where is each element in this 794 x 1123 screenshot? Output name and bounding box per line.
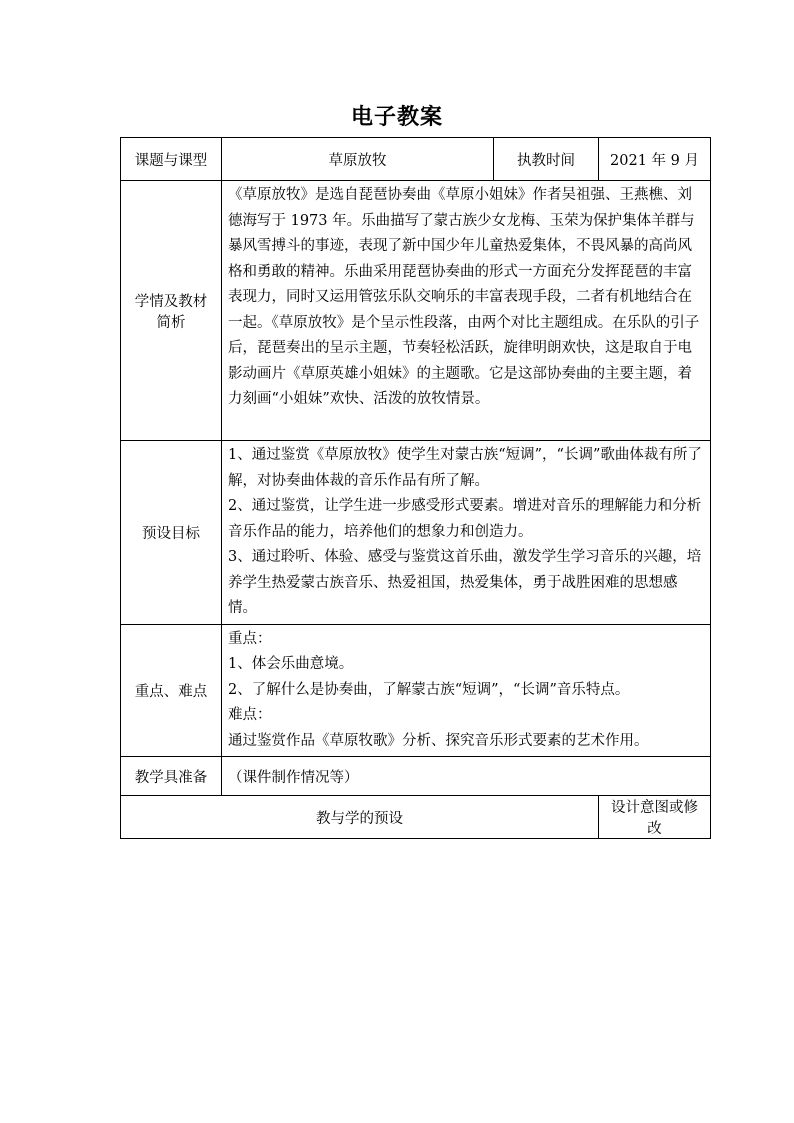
goal-item-2: 2、通过鉴赏，让学生进一步感受形式要素。增进对音乐的理解能力和分析音乐作品的能力，培养他们的想象力和创造力。 xyxy=(228,498,702,540)
goal-item-3: 3、通过聆听、体验、感受与鉴赏这首乐曲，激发学生学习音乐的兴趣，培养学生热爱蒙古族音乐、热爱祖国，热爱集体，勇于战胜困难的思想感情。 xyxy=(228,549,702,616)
analysis-label xyxy=(121,181,222,441)
goals-row xyxy=(121,441,711,625)
analysis-label-line2: 简析 xyxy=(156,314,186,331)
key-points-line: 重点： xyxy=(228,630,272,647)
key-points-line: 难点： xyxy=(228,707,272,723)
preparation-row xyxy=(121,757,711,796)
date-label: 执教时间 xyxy=(494,138,599,181)
analysis-label-line1: 学情及教材 xyxy=(134,293,208,310)
goal-item-1: 1、通过鉴赏《草原放牧》使学生对蒙古族“短调”，“长调”歌曲体裁有所了解，对协奏曲体裁的音乐作品有所了解。 xyxy=(228,447,702,489)
design-intent-label: 设计意图或修改 xyxy=(599,796,711,839)
key-points-line: 1、体会乐曲意境。 xyxy=(228,656,354,672)
date-value: 2021 年 9 月 xyxy=(599,138,711,181)
topic-value: 草原放牧 xyxy=(222,138,494,181)
key-points-line: 通过鉴赏作品《草原牧歌》分析、探究音乐形式要素的艺术作用。 xyxy=(228,732,649,749)
page-title: 电子教案 xyxy=(350,104,443,130)
key-points-row xyxy=(121,624,711,757)
goals-text-cell xyxy=(222,441,711,625)
goals-label: 预设目标 xyxy=(121,441,222,625)
teaching-preset-label: 教与学的预设 xyxy=(121,796,599,839)
key-points-label: 重点、难点 xyxy=(121,624,222,757)
key-points-line: 2、了解什么是协奏曲，了解蒙古族“短调”，“长调”音乐特点。 xyxy=(228,681,630,698)
footer-row xyxy=(121,796,711,839)
analysis-text: 《草原放牧》是选自琵琶协奏曲《草原小姐妹》作者吴祖强、王燕樵、刘德海写于 1973 年。乐曲描写了蒙古族少女龙梅、玉荣为保护集体羊群与暴风雪搏斗的事迹，表现了新中国少年儿童热爱集体，不畏风暴的高尚风格和勇敢的精神。乐曲采用琵琶协奏曲的形式一方面充分发挥琵琶的丰富表现力，同时又运用管弦乐队交响乐的丰富表现手段，二者有机地结合在一起。《草原放牧》是个呈示性段落，由两个对比主题组成。在乐队的引子后，琵琶奏出的呈示主题，节奏轻松活跃，旋律明朗欢快，这是取自于电影动画片《草原英雄小姐妹》的主题歌。它是这部协奏曲的主要主题，着力刻画“小姐妹”欢快、活泼的放牧情景。 xyxy=(228,187,700,407)
key-points-text-cell xyxy=(222,624,711,757)
analysis-row xyxy=(121,181,711,441)
analysis-text-cell xyxy=(222,181,711,441)
preparation-value: （课件制作情况等） xyxy=(222,757,711,796)
preparation-label: 教学具准备 xyxy=(121,757,222,796)
topic-label: 课题与课型 xyxy=(121,138,222,181)
header-row xyxy=(121,138,711,181)
lesson-plan-table xyxy=(120,137,711,839)
